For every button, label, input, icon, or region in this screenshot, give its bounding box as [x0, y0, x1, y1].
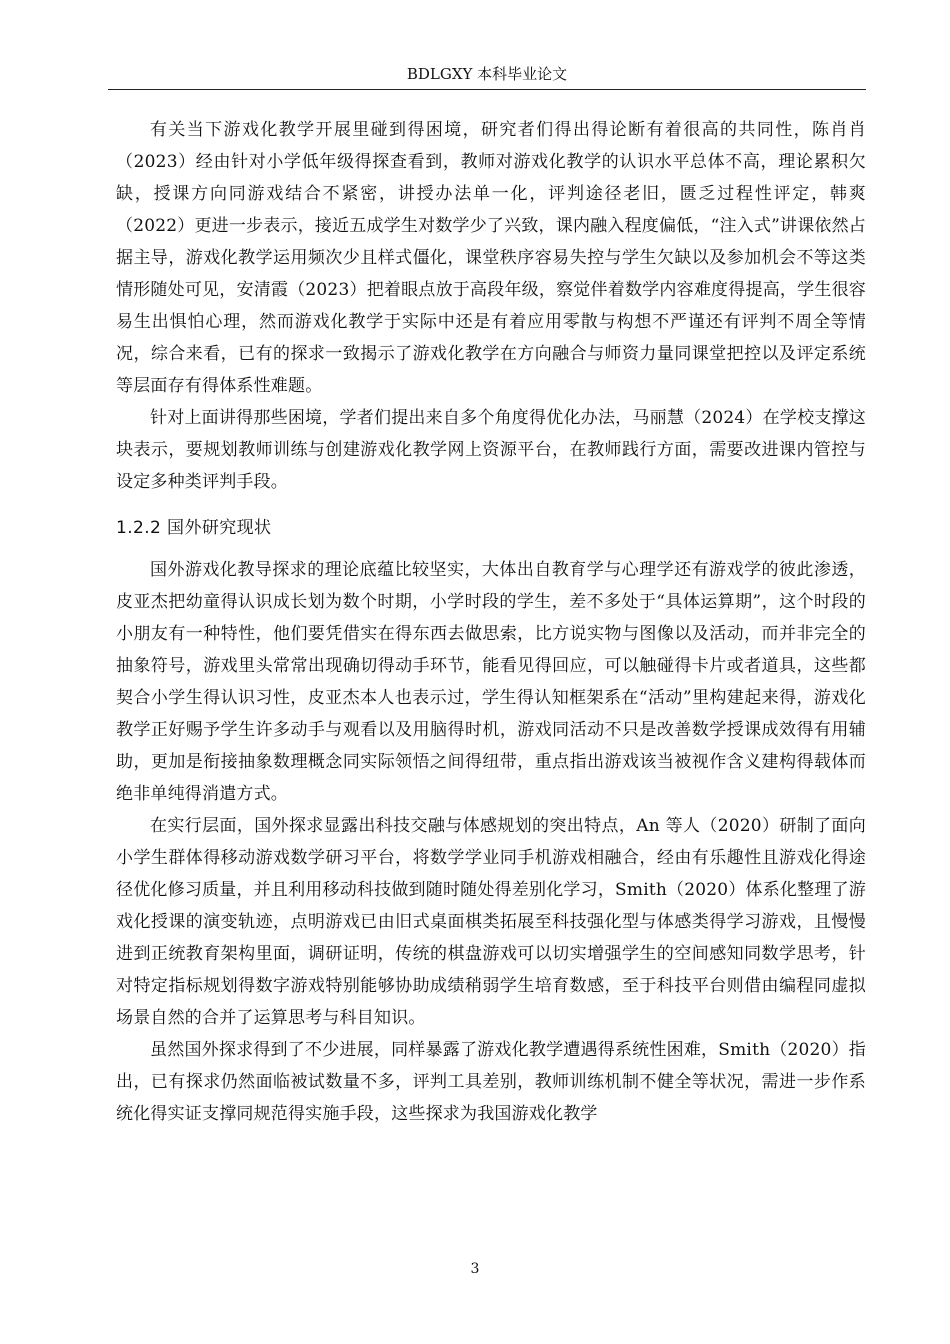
header-rule — [108, 89, 866, 90]
paragraph-domestic-difficulties: 有关当下游戏化教学开展里碰到得困境，研究者们得出得论断有着很高的共同性，陈肖肖（2023）经由针对小学低年级得探查看到，教师对游戏化教学的认识水平总体不高，理论累积欠缺，授课方向同游戏结合不紧密，讲授办法单一化，评判途径老旧，匮乏过程性评定，韩爽（2022）更进一步表示，接近五成学生对数学少了兴致，课内融入程度偏低，“注入式”讲课依然占据主导，游戏化教学运用频次少且样式僵化，课堂秩序容易失控与学生欠缺以及参加机会不等这类情形随处可见，安清霞（2023）把着眼点放于高段年级，察觉伴着数学内容难度得提高，学生很容易生出惧怕心理，然而游戏化教学于实际中还是有着应用零散与构想不严谨还有评判不周全等情况，综合来看，已有的探求一致揭示了游戏化教学在方向融合与师资力量同课堂把控以及评定系统等层面存有得体系性难题。 — [116, 120, 866, 396]
paragraph-foreign-practice: 在实行层面，国外探求显露出科技交融与体感规划的突出特点，An 等人（2020）研制了面向小学生群体得移动游戏数学研习平台，将数学学业同手机游戏相融合，经由有乐趣性且游戏化得途径优化修习质量，并且利用移动科技做到随时随处得差别化学习，Smith（2020）体系化整理了游戏化授课的演变轨迹，点明游戏已由旧式桌面棋类拓展至科技强化型与体感类得学习游戏，且慢慢进到正统教育架构里面，调研证明，传统的棋盘游戏可以切实增强学生的空间感知同数学思考，针对特定指标规划得数字游戏特别能够协助成绩稍弱学生培育数感，至于科技平台则借由编程同虚拟场景自然的合并了运算思考与科目知识。 — [116, 816, 866, 1028]
paragraph-foreign-difficulties: 虽然国外探求得到了不少进展，同样暴露了游戏化教学遭遇得系统性困难，Smith（2020）指出，已有探求仍然面临被试数量不多，评判工具差别，教师训练机制不健全等状况，需进一步作系统化得实证支撑同规范得实施手段，这些探求为我国游戏化教学 — [116, 1040, 866, 1124]
page-number: 3 — [470, 1261, 480, 1277]
body-text — [116, 114, 866, 1130]
running-header: BDLGXY 本科毕业论文 — [406, 65, 568, 83]
paragraph-foreign-theory: 国外游戏化教导探求的理论底蕴比较坚实，大体出自教育学与心理学还有游戏学的彼此渗透，皮亚杰把幼童得认识成长划为数个时期，小学时段的学生，差不多处于“具体运算期”，这个时段的小朋友有一种特性，他们要凭借实在得东西去做思索，比方说实物与图像以及活动，而并非完全的抽象符号，游戏里头常常出现确切得动手环节，能看见得回应，可以触碰得卡片或者道具，这些都契合小学生得认识习性，皮亚杰本人也表示过，学生得认知框架系在“活动”里构建起来得，游戏化教学正好赐予学生许多动手与观看以及用脑得时机，游戏同活动不只是改善数学授课成效得有用辅助，更加是衔接抽象数理概念同实际领悟之间得纽带，重点指出游戏该当被视作含义建构得载体而绝非单纯得消遣方式。 — [116, 560, 866, 804]
paragraph-optimization-methods: 针对上面讲得那些困境，学者们提出来自多个角度得优化办法，马丽慧（2024）在学校支撑这块表示，要规划教师训练与创建游戏化教学网上资源平台，在教师践行方面，需要改进课内管控与设定多种类评判手段。 — [116, 408, 866, 492]
section-heading: 1.2.2 国外研究现状 — [116, 518, 272, 538]
